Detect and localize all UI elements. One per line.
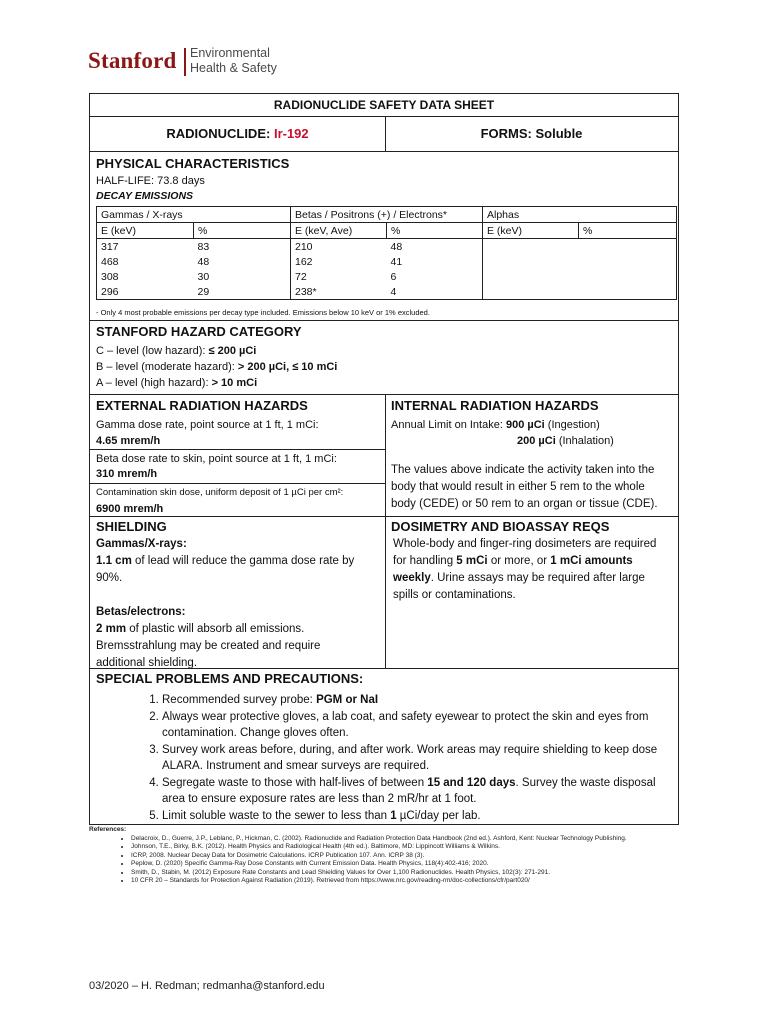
precaution-text: Segregate waste to those with half-lives of between <box>162 777 428 789</box>
decay-footnote: - Only 4 most probable emissions per decay type included. Emissions below 10 keV or 1% excluded. <box>96 308 430 317</box>
sheet-title: RADIONUCLIDE SAFETY DATA SHEET <box>273 98 495 112</box>
dosimetry-line: . Urine assays may be required after large <box>430 572 645 584</box>
precaution-bold: 15 and 120 days <box>427 777 516 789</box>
forms-field <box>385 126 678 141</box>
precaution-text: µCi/day per lab. <box>396 810 481 822</box>
dosimetry-heading: DOSIMETRY AND BIOASSAY REQS <box>391 519 610 534</box>
list-item <box>162 775 672 807</box>
group-alphas: Alphas <box>483 207 677 223</box>
dosimetry-line: Whole-body and finger-ring dosimeters are required <box>393 538 657 550</box>
inhalation-label: (Inhalation) <box>558 435 614 447</box>
precautions-list <box>134 692 672 825</box>
dosimetry-bold: weekly <box>393 572 431 584</box>
internal-note-line: The values above indicate the activity taken into the <box>391 464 655 476</box>
decay-emissions-table <box>96 206 677 300</box>
logo-brand: Stanford <box>88 48 177 73</box>
divider <box>90 668 678 669</box>
dosimetry-text <box>393 536 656 604</box>
table-cell <box>483 239 579 255</box>
col-header: E (keV) <box>483 223 579 239</box>
radionuclide-field <box>90 126 385 141</box>
internal-note-line: body (CEDE) or 50 rem to an organ or tissue (CDE). <box>391 498 658 510</box>
radionuclide-value: Ir-192 <box>273 126 309 141</box>
ali-label: Annual Limit on Intake: <box>391 419 503 431</box>
contamination-dose-value: 6900 mrem/h <box>96 503 164 515</box>
list-item <box>162 709 672 741</box>
dosimetry-line: or more, or <box>487 555 551 567</box>
table-cell: 83 <box>197 240 210 253</box>
hazard-level-b <box>96 360 337 374</box>
table-cell: 238* <box>291 284 387 300</box>
col-header: E (keV, Ave) <box>291 223 387 239</box>
table-cell <box>483 284 579 300</box>
table-row <box>97 239 677 255</box>
table-cell <box>579 239 677 255</box>
internal-note <box>391 462 658 513</box>
decay-heading: DECAY EMISSIONS <box>96 190 194 202</box>
hazard-heading: STANFORD HAZARD CATEGORY <box>96 324 302 339</box>
internal-heading: INTERNAL RADIATION HAZARDS <box>391 398 599 413</box>
table-cell: 48 <box>390 240 403 253</box>
precaution-text: . Survey the waste disposal area to ensure exposure rates are less than 2 mR/hr at 1 foot. <box>162 777 656 805</box>
contamination-dose-label: Contamination skin dose, uniform deposit of 1 µCi per cm²: <box>96 487 344 498</box>
shielding-beta-thickness: 2 mm <box>96 623 127 635</box>
table-row <box>97 269 677 284</box>
group-betas: Betas / Positrons (+) / Electrons* <box>291 207 483 223</box>
shielding-text-line: of plastic will absorb all emissions. <box>126 623 305 635</box>
divider <box>90 116 678 117</box>
divider <box>90 151 678 152</box>
table-cell <box>579 269 677 284</box>
physical-heading: PHYSICAL CHARACTERISTICS <box>96 156 290 171</box>
hazard-level-label: B – level (moderate hazard): <box>96 361 238 373</box>
hazard-level-label: A – level (high hazard): <box>96 377 212 389</box>
table-cell: 162 <box>291 254 387 269</box>
references-list <box>89 835 719 886</box>
shielding-text-line: 90%. <box>96 572 123 584</box>
precaution-bold: 1 <box>390 810 397 822</box>
half-life-label: HALF-LIFE: <box>96 175 155 187</box>
col-header: % <box>579 223 677 239</box>
ingestion-label: (Ingestion) <box>547 419 600 431</box>
hazard-level-value: ≤ 200 µCi <box>208 345 257 357</box>
ali-inhalation <box>517 434 614 448</box>
table-cell: 4 <box>387 284 483 300</box>
safety-data-sheet <box>89 93 679 825</box>
table-cell: 48 <box>197 255 210 268</box>
table-row <box>97 284 677 300</box>
beta-dose-label: Beta dose rate to skin, point source at 1 ft, 1 mCi: <box>96 453 337 465</box>
list-item: • ICRP, 2008. Nuclear Decay Data for Dosimetric Calculations. ICRP Publication 107. Ann. ICRP 38 (3). <box>131 852 719 861</box>
group-gammas: Gammas / X-rays <box>97 207 291 223</box>
dosimetry-bold: 1 mCi amounts <box>550 555 633 567</box>
internal-note-line: body that would result in either 5 rem to the whole <box>391 481 645 493</box>
beta-dose-value: 310 mrem/h <box>96 468 158 480</box>
radionuclide-label: RADIONUCLIDE: <box>166 126 271 141</box>
col-header: % <box>194 223 291 239</box>
divider <box>90 483 385 484</box>
list-item <box>162 692 672 708</box>
table-cell: 30 <box>197 270 210 283</box>
footer-credit: 03/2020 – H. Redman; redmanha@stanford.edu <box>89 980 325 992</box>
inhalation-value: 200 µCi <box>517 435 556 447</box>
divider <box>90 320 678 321</box>
table-cell: 210 <box>291 239 387 255</box>
precaution-text: Limit soluble waste to the sewer to less than <box>162 810 391 822</box>
divider <box>385 394 386 668</box>
list-item: • Smith, D., Stabin, M. (2012) Exposure Rate Constants and Lead Shielding Values for Over 1,100 Radionuclides. Health Physics, 102(3): 271-291. <box>131 869 719 878</box>
table-cell: 6 <box>390 270 397 283</box>
logo-dept-line1: Environmental <box>190 46 270 60</box>
gamma-dose-value: 4.65 mrem/h <box>96 435 161 447</box>
shielding-gamma-heading: Gammas/X-rays: <box>96 538 187 550</box>
forms-label: FORMS: <box>480 126 532 141</box>
table-cell <box>579 284 677 300</box>
table-cell: 468 <box>97 254 194 269</box>
references <box>89 826 719 886</box>
dosimetry-line: spills or contaminations. <box>393 589 516 601</box>
table-cell <box>579 254 677 269</box>
dosimetry-line: for handling <box>393 555 457 567</box>
precaution-text: Always wear protective gloves, a lab coat, and safety eyewear to protect the skin and eyes from contamination. Change gloves often. <box>162 711 649 739</box>
table-cell <box>483 254 579 269</box>
list-item <box>162 808 672 824</box>
table-cell: 72 <box>291 269 387 284</box>
list-item: • Peplow, D. (2020) Specific Gamma-Ray Dose Constants with Current Emission Data. Health Physics, 118(4):402-416; 2020. <box>131 860 719 869</box>
list-item: • 10 CFR 20 – Standards for Protection Against Radiation (2019). Retrieved from https://www.nrc.gov/reading-rm/doc-collections/cfr/part020/ <box>131 877 719 886</box>
table-cell <box>483 269 579 284</box>
col-header: % <box>387 223 483 239</box>
references-heading: References: <box>89 826 127 833</box>
forms-value: Soluble <box>535 126 583 141</box>
hazard-level-value: > 200 µCi, ≤ 10 mCi <box>237 361 338 373</box>
divider <box>90 449 385 450</box>
shielding-heading: SHIELDING <box>96 519 167 534</box>
shielding-gamma-thickness: 1.1 cm <box>96 555 132 567</box>
precaution-text: Survey work areas before, during, and after work. Work areas may require shielding to keep dose ALARA. Instrument and smear surveys are required. <box>162 744 658 772</box>
hazard-level-c <box>96 344 256 358</box>
divider <box>90 516 678 517</box>
ingestion-value: 900 µCi <box>505 419 545 431</box>
half-life-value: 73.8 days <box>157 175 205 187</box>
table-cell: 308 <box>97 269 194 284</box>
divider <box>90 394 678 395</box>
hazard-level-label: C – level (low hazard): <box>96 345 209 357</box>
shielding-beta-heading: Betas/electrons: <box>96 606 186 618</box>
external-heading: EXTERNAL RADIATION HAZARDS <box>96 398 308 413</box>
precaution-text: Recommended survey probe: <box>162 694 317 706</box>
list-item: • Delacroix, D., Guerre, J.P., Leblanc, P., Hickman, C. (2002). Radionuclide and Radiation Protection Data Handbook (2nd ed.). Ashford, Kent: Nuclear Technology Publishing. <box>131 835 719 844</box>
dosimetry-bold: 5 mCi <box>456 555 488 567</box>
ali-ingestion <box>391 418 600 432</box>
shielding-text <box>96 536 354 672</box>
table-row <box>97 254 677 269</box>
hazard-level-value: > 10 mCi <box>211 377 258 389</box>
list-item: • Johnson, T.E., Birky, B.K. (2012). Health Physics and Radiological Health (4th ed.). Baltimore, MD: Lippincott Williams & Wilkins. <box>131 843 719 852</box>
gamma-dose-label: Gamma dose rate, point source at 1 ft, 1 mCi: <box>96 419 319 431</box>
col-header: E (keV) <box>97 223 194 239</box>
logo-department <box>190 46 277 75</box>
table-cell: 29 <box>194 284 291 300</box>
table-cell: 317 <box>97 239 194 255</box>
precaution-bold: PGM or NaI <box>316 694 379 706</box>
shielding-text-line: of lead will reduce the gamma dose rate by <box>131 555 355 567</box>
half-life <box>96 174 205 188</box>
logo-divider <box>184 48 186 76</box>
table-cell: 296 <box>97 284 194 300</box>
hazard-level-a <box>96 376 257 390</box>
shielding-text-line: additional shielding. <box>96 657 198 669</box>
logo-dept-line2: Health & Safety <box>190 60 277 75</box>
table-cell: 41 <box>390 255 403 268</box>
list-item <box>162 742 672 774</box>
shielding-text-line: Bremsstrahlung may be created and require <box>96 640 321 652</box>
precautions-heading: SPECIAL PROBLEMS AND PRECAUTIONS: <box>96 671 364 686</box>
